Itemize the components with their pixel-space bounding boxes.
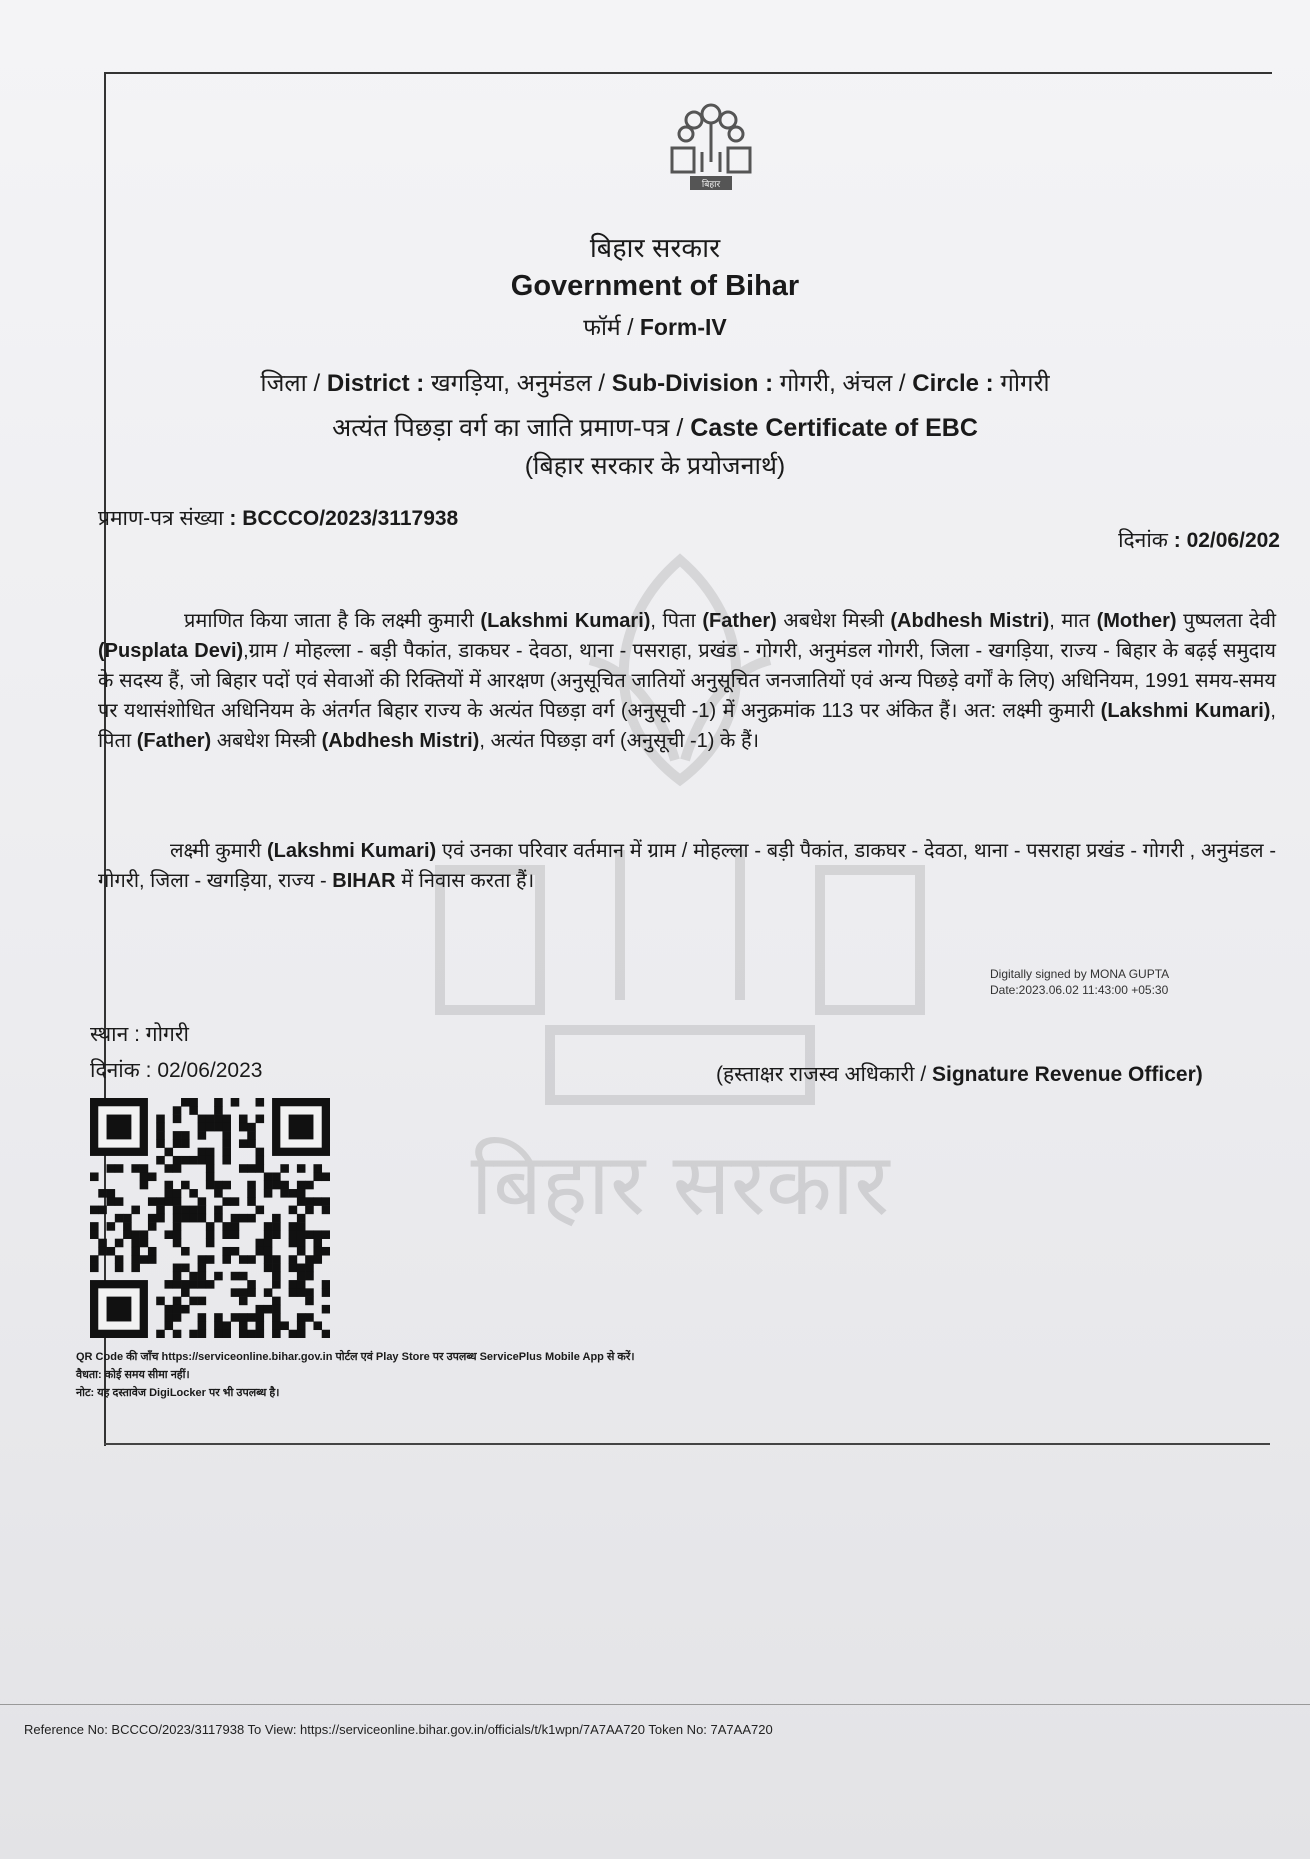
officer-signature-label (716, 1060, 1203, 1088)
qr-code-graphic (90, 1098, 330, 1338)
footer-rule (0, 1704, 1310, 1705)
form-number: फॉर्म / Form-IV (583, 314, 727, 340)
certificate-title: अत्यंत पिछड़ा वर्ग का जाति प्रमाण-पत्र / Caste Certificate of EBC (332, 414, 978, 442)
place-field: स्थान : गोगरी (90, 1023, 189, 1046)
validity-note: वैधता: कोई समय सीमा नहीं। (76, 1369, 190, 1381)
qr-code[interactable] (90, 1098, 330, 1338)
reference-footer: Reference No: BCCCO/2023/3117938 To View: https://serviceonline.bihar.gov.in/officials/t/k1wpn/7A7AA720 Token No: 7A7AA720 (24, 1722, 773, 1737)
form-label-english: Form-IV (639, 314, 727, 340)
district-value: खगड़िया (430, 370, 504, 397)
issue-date-value: 02/06/202 (1186, 529, 1280, 552)
verification-notes (76, 1348, 635, 1402)
certificate-number-label: प्रमाण-पत्र संख्या (98, 507, 224, 530)
bihar-emblem-logo (658, 92, 764, 198)
digital-signature-date: Date:2023.06.02 11:43:00 +05:30 (990, 983, 1169, 997)
issue-date: दिनांक : 02/06/202 (1118, 529, 1280, 552)
certificate-purpose: (बिहार सरकार के प्रयोजनार्थ) (524, 452, 786, 480)
place-label: स्थान (90, 1023, 129, 1046)
digital-signature-stamp (990, 966, 1169, 998)
emblem-logo-text: बिहार (701, 180, 721, 190)
digilocker-note: नोट: यह दस्तावेज DigiLocker पर भी उपलब्ध है। (76, 1387, 280, 1399)
subdivision-label: Sub-Division (611, 370, 759, 397)
residence-paragraph: लक्ष्मी कुमारी (Lakshmi Kumari) एवं उनका परिवार वर्तमान में ग्राम / मोहल्ला - बड़ी पैकांत, डाकघर - देवठा, थाना - पसराहा प्रखंड - गोगरी , अनुमंडल - गोगरी, जिला - खगड़िया, राज्य - BIHAR में निवास करता हैं। (98, 840, 1276, 892)
signature-date-value: 02/06/2023 (157, 1059, 263, 1082)
circle-value: गोगरी (1000, 370, 1050, 397)
form-label-hindi: फॉर्म (583, 314, 621, 340)
jurisdiction-line: जिला / District : खगड़िया, अनुमंडल / Sub-Division : गोगरी, अंचल / Circle : गोगरी (260, 370, 1050, 397)
district-label-hindi: जिला (260, 370, 307, 397)
govt-name-english: Government of Bihar (510, 270, 800, 302)
watermark-text: बिहार सरकार (470, 1135, 890, 1235)
district-label: District (326, 370, 410, 397)
certificate-title-hindi: अत्यंत पिछड़ा वर्ग का जाति प्रमाण-पत्र (332, 414, 670, 442)
digital-signature-signer: Digitally signed by MONA GUPTA (990, 967, 1170, 981)
certificate-title-english: Caste Certificate of EBC (690, 414, 978, 442)
subdivision-label-hindi: अनुमंडल (516, 370, 592, 397)
govt-name-hindi: बिहार सरकार (589, 233, 721, 263)
circle-label: Circle (912, 370, 979, 397)
divider-rule (104, 1443, 1270, 1445)
circle-label-hindi: अंचल (842, 370, 893, 397)
place-value: गोगरी (145, 1023, 189, 1046)
subdivision-value: गोगरी (779, 370, 830, 397)
signature-date-label: दिनांक (90, 1059, 140, 1082)
certificate-number-value: BCCCO/2023/3117938 (242, 507, 459, 530)
signature-date-field: दिनांक : 02/06/2023 (90, 1059, 263, 1082)
certification-paragraph: प्रमाणित किया जाता है कि लक्ष्मी कुमारी (Lakshmi Kumari), पिता (Father) अबधेश मिस्त्री (Abdhesh Mistri), मात (Mother) पुष्पलता देवी (Pusplata Devi),ग्राम / मोहल्ला - बड़ी पैकांत, डाकघर - देवठा, थाना - पसराहा, प्रखंड - गोगरी, अनुमंडल गोगरी, जिला - खगड़िया, राज्य - बिहार के बढ़ई समुदाय के सदस्य हैं, जो बिहार पदों एवं सेवाओं की रिक्तियों में आरक्षण (अनुसूचित जातियों अनुसूचित जनजातियों एवं अन्य पिछड़े वर्गों के लिए) अधिनियम, 1991 समय-समय पर यथासंशोधित अधिनियम के अंतर्गत बिहार राज्य के अत्यंत पिछड़ा वर्ग (अनुसूची -1) में अनुक्रमांक 113 पर अंकित हैं। अत: लक्ष्मी कुमारी (Lakshmi Kumari), पिता (Father) अबधेश मिस्त्री (Abdhesh Mistri), अत्यंत पिछड़ा वर्ग (अनुसूची -1) के हैं। (98, 610, 1276, 752)
officer-label-hindi: (हस्ताक्षर राजस्व अधिकारी / (716, 1063, 932, 1086)
qr-verification-note: QR Code की जाँच https://serviceonline.bihar.gov.in पोर्टल एवं Play Store पर उपलब्ध ServicePlus Mobile App से करें। (76, 1351, 635, 1363)
issue-date-label: दिनांक (1118, 529, 1168, 552)
officer-label-english: Signature Revenue Officer) (932, 1063, 1203, 1086)
certificate-number: प्रमाण-पत्र संख्या : BCCCO/2023/3117938 (98, 507, 459, 530)
